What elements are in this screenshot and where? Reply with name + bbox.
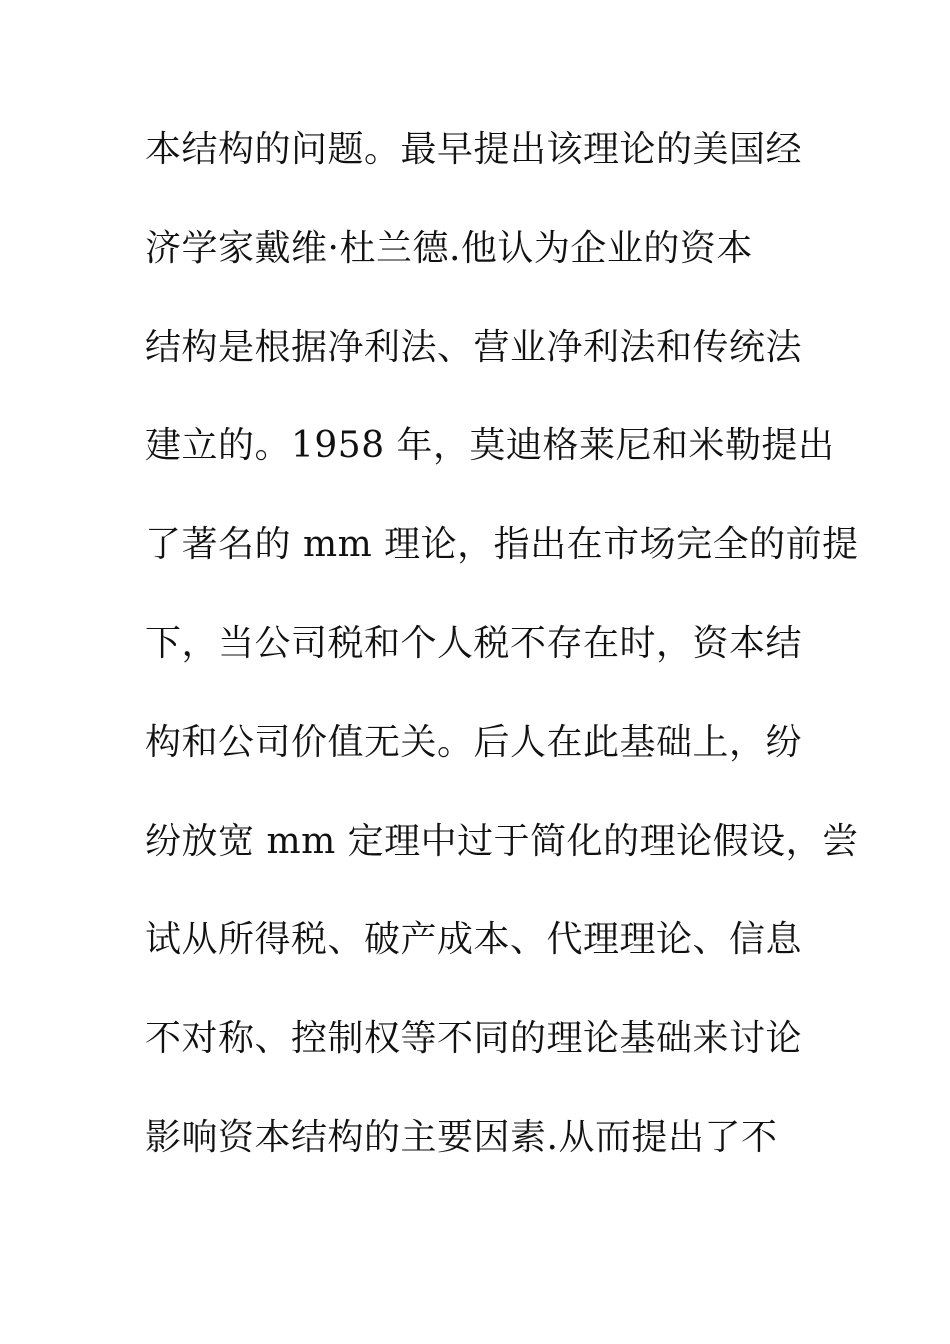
- paragraph-line: 不对称、控制权等不同的理论基础来讨论: [145, 1018, 803, 1060]
- paragraph-line: 了著名的 mm 理论，指出在市场完全的前提: [145, 524, 859, 566]
- paragraph-line: 建立的。1958 年，莫迪格莱尼和米勒提出: [145, 425, 835, 467]
- paragraph-line: 纷放宽 mm 定理中过于简化的理论假设，尝: [145, 820, 859, 862]
- paragraph-line: 本结构的问题。最早提出该理论的美国经: [145, 129, 803, 170]
- paragraph-line: 结构是根据净利法、营业净利法和传统法: [145, 326, 803, 368]
- paragraph-line: 构和公司价值无关。后人在此基础上，纷: [145, 721, 803, 763]
- paragraph-line: 影响资本结构的主要因素.从而提出了不: [145, 1116, 778, 1158]
- paragraph-line: 下，当公司税和个人税不存在时，资本结: [145, 622, 803, 664]
- body-paragraph: [145, 118, 859, 1205]
- paragraph-line: 试从所得税、破产成本、代理理论、信息: [145, 919, 803, 961]
- paragraph-line: 济学家戴维·杜兰德.他认为企业的资本: [145, 227, 753, 269]
